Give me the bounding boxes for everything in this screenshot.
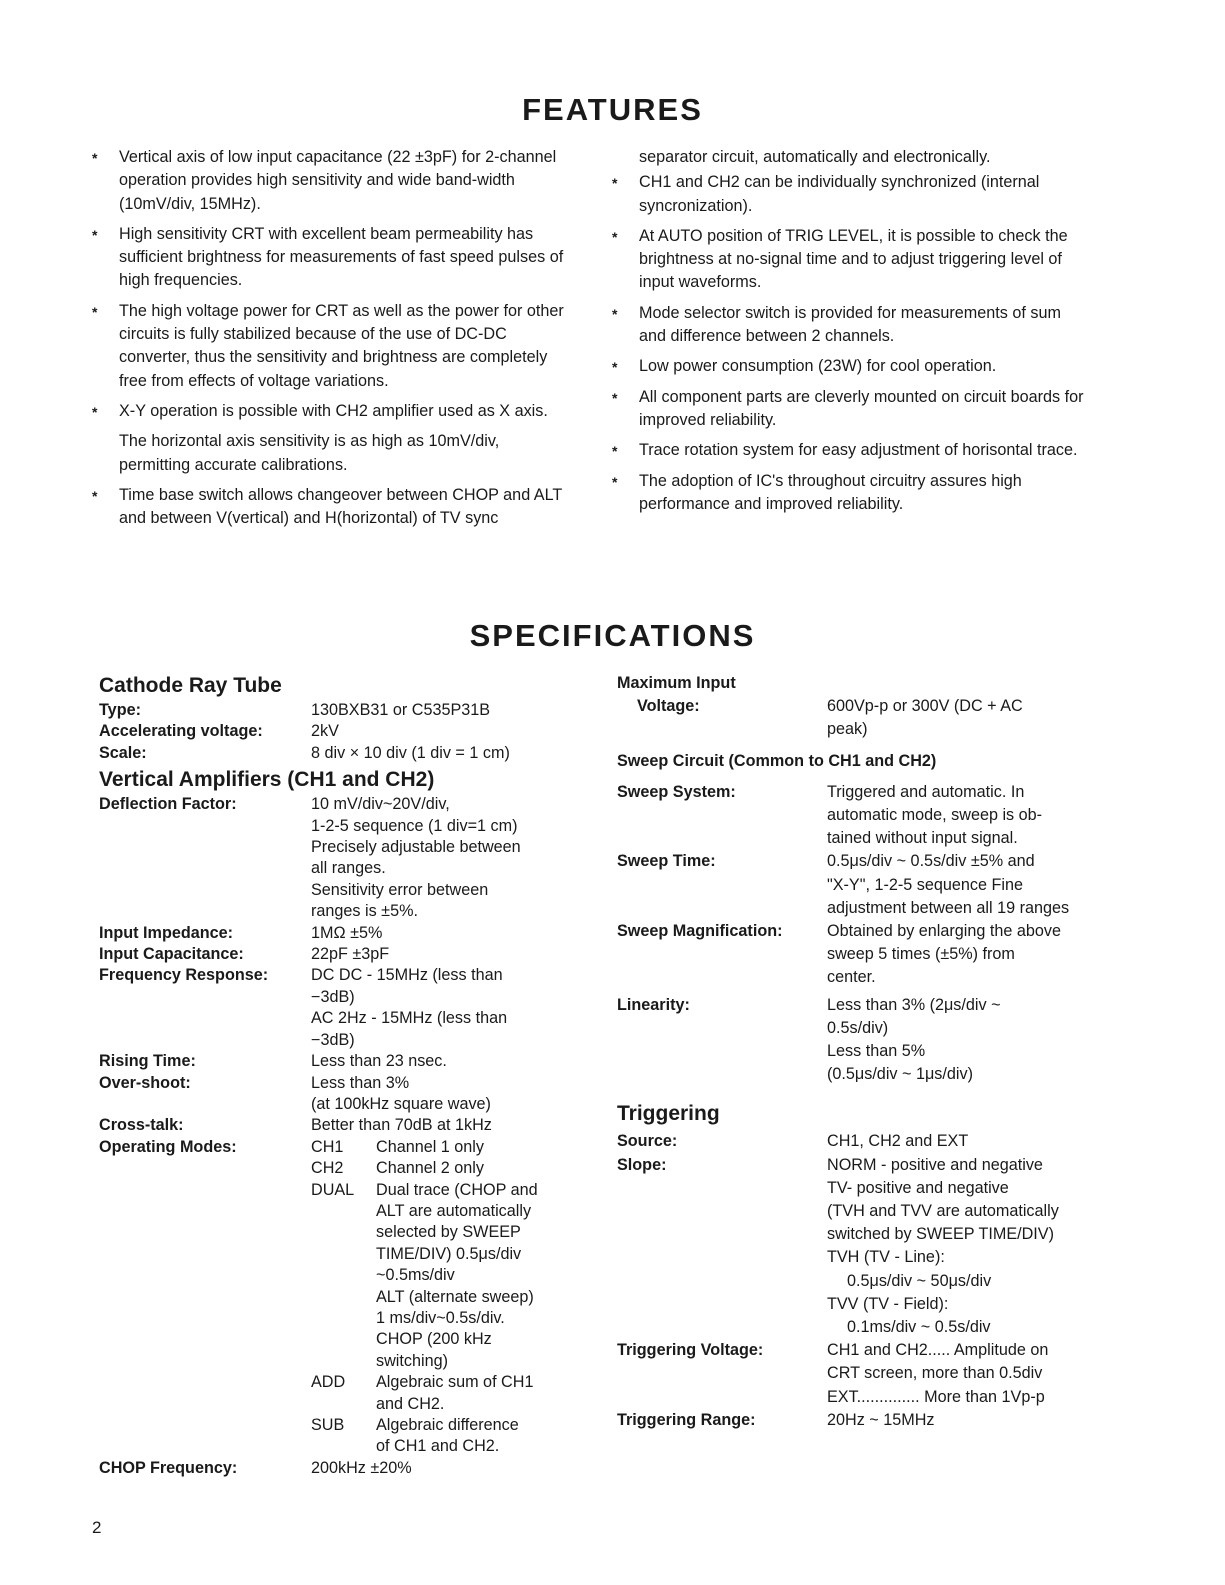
feature-item: * At AUTO position of TRIG LEVEL, it is possible to check the brightness at no-signal time and to adjust triggering level of input waveforms. [612,226,1068,292]
page-number: 2 [92,1518,102,1537]
feature-item: * High sensitivity CRT with excellent beam permeability has sufficient brightness for measurements of fast speed pulses of high frequencies. [92,224,564,290]
feature-note: The horizontal axis sensitivity is as high as 10mV/div, permitting accurate calibrations. [119,432,500,474]
frequency-response-row: Frequency Response: DC DC - 15MHz (less than −3dB) AC 2Hz - 15MHz (less than −3dB) [99,966,508,1049]
mode-sub: SUB Algebraic difference of CH1 and CH2. [311,1416,519,1456]
crt-heading: Cathode Ray Tube [99,674,282,697]
maximum-input-heading: Maximum Input [617,674,736,692]
operating-modes-row: Operating Modes: CH1 Channel 1 only CH2 Channel 2 only DUAL Dual trace (CHOP and ALT are automatically selected by SWEEP TIME/DIV) 0.5μs/div ~0.5ms/div ALT (alternate sweep) 1 ms/div~0.5s/div. CHOP (200 kHz switching) ADD Algebraic sum of CH1 and CH2. SUB Algebraic difference of CH1 and CH2. [99,1137,579,1458]
deflection-factor-row: Deflection Factor: 10 mV/div~20V/div, 1-2-5 sequence (1 div=1 cm) Precisely adjustable between all ranges. Sensitivity error between ranges is ±5%. [99,795,521,921]
feature-continuation: separator circuit, automatically and electronically. [639,148,991,166]
sweep-circuit-heading: Sweep Circuit (Common to CH1 and CH2) [617,751,937,770]
vertical-amplifiers-heading: Vertical Amplifiers (CH1 and CH2) [99,768,435,792]
mode-dual: DUAL Dual trace (CHOP and ALT are automatically selected by SWEEP TIME/DIV) 0.5μs/div ~0.5ms/div ALT (alternate sweep) 1 ms/div~0.5s/div. CHOP (200 kHz switching) [311,1180,538,1370]
feature-item: * Low power consumption (23W) for cool operation. [612,357,997,376]
feature-item: * CH1 and CH2 can be individually synchronized (internal syncronization). [612,173,1040,215]
specs-right-column: Maximum Input Voltage: 600Vp-p or 300V (DC + AC peak) Sweep Circuit (Common to CH1 and CH2) Sweep System: Triggered and automatic. In automatic mode, sweep is ob- tained without input signal. Sweep Time: 0.5μs/div ~ 0.5s/div ±5% and "X-Y", 1-2-5 sequence Fine adjustment between all 19 ranges Sweep Magnification: Obtained by enlarging the above sweep 5 times (±5%) from center. Linearity: Less than 3% (2μs/div ~ 0.5s/div) Less than 5% (0.5μs/div ~ 1μs/div) Triggering Source: CH1, CH2 and EXT Slope: NORM - positive and negative TV- positive and negative (TVH and TVV are automatically switched by SWEEP TIME/DIV) TVH (TV - Line): 0.5μs/div ~ 50μs/div TVV (TV - Field): 0.1ms/div ~ 0.5s/div Triggering Voltage: CH1 and CH2..... Amplitude on CRT screen, more than 0.5div EXT.............. More than 1Vp-p Triggering Range: 20Hz ~ 15MHz [617,672,1092,1432]
mode-ch2: CH2 Channel 2 only [311,1159,484,1178]
feature-item: * The adoption of IC's throughout circuitry assures high performance and improved reliability. [612,471,1022,513]
features-title: FEATURES [522,92,703,127]
feature-item: * All component parts are cleverly mounted on circuit boards for improved reliability. [612,387,1084,429]
mode-ch1: CH1 Channel 1 only [311,1137,484,1156]
feature-item: * Vertical axis of low input capacitance (22 ±3pF) for 2-channel operation provides high sensitivity and wide band-width (10mV/div, 15MHz). [92,148,557,213]
specs-left-column: Cathode Ray Tube Type: 130BXB31 or C535P31B Accelerating voltage: 2kV Scale: 8 div × 10 div (1 div = 1 cm) Vertical Amplifiers (CH1 and CH2) Deflection Factor: 10 mV/div~20V/div, 1-2-5 sequence (1 div=1 cm) Precisely adjustable between all ranges. Sensitivity error between ranges is ±5%. Input Impedance: 1MΩ ±5% Input Capacitance: 22pF ±3pF Frequency Response: DC DC - 15MHz (less than −3dB) AC 2Hz - 15MHz (less than −3dB) Rising Time: Less than 23 nsec. Over-shoot: Less than 3% (at 100kHz square wave) Cross-talk: Better than 70dB at 1kHz Operating Modes: CH1 Channel 1 only CH2 Channel 2 only DUAL Dual trace (CHOP and ALT are automatically selected by SWEEP TIME/DIV) 0.5μs/div ~0.5ms/div ALT (alternate sweep) 1 ms/div~0.5s/div. CHOP (200 kHz switching) ADD Algebraic sum of CH1 and CH2. SUB Algebraic difference of CH1 and CH2. CHOP Frequency: 200kHz ±20% [99,672,579,1479]
feature-item: * The high voltage power for CRT as well as the power for other circuits is fully stabilized because of the use of DC-DC converter, thus the sensitivity and brightness are completely free from effects of voltage variations. [92,301,564,390]
feature-item: * Trace rotation system for easy adjustment of horisontal trace. [612,441,1078,460]
feature-item: * X-Y operation is possible with CH2 amplifier used as X axis. [92,401,548,420]
specifications-title: SPECIFICATIONS [469,618,756,653]
triggering-heading: Triggering [617,1102,720,1126]
feature-item: * Time base switch allows changeover between CHOP and ALT and between V(vertical) and H(horizontal) of TV sync [92,485,562,528]
features-right-column [612,146,1088,523]
feature-item: * Mode selector switch is provided for measurements of sum and difference between 2 channels. [612,303,1061,346]
mode-add: ADD Algebraic sum of CH1 and CH2. [311,1373,534,1413]
features-left-column [92,146,568,537]
